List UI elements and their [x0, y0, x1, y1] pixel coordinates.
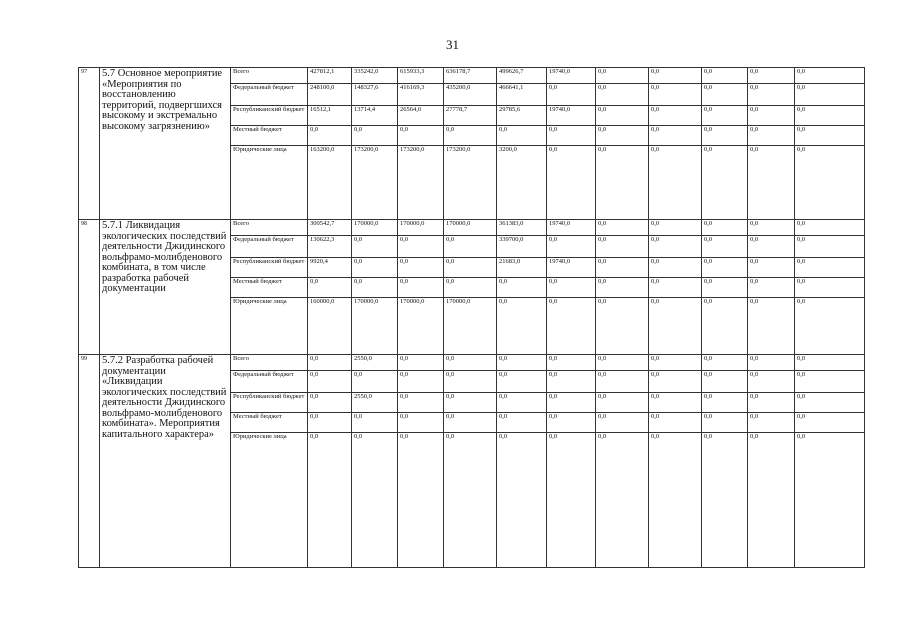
funding-value: 248100,0 [308, 84, 352, 106]
funding-value: 0,0 [596, 413, 649, 433]
funding-source: Всего [231, 68, 308, 84]
funding-value: 0,0 [649, 278, 702, 298]
funding-value: 0,0 [748, 236, 795, 258]
funding-value: 0,0 [702, 278, 748, 298]
funding-value: 0,0 [649, 106, 702, 126]
funding-value: 0,0 [308, 371, 352, 393]
funding-value: 0,0 [795, 68, 865, 84]
table-row [79, 220, 865, 236]
funding-value: 0,0 [596, 84, 649, 106]
table-row [79, 68, 865, 84]
funding-value: 335242,0 [352, 68, 398, 84]
funding-value: 0,0 [702, 355, 748, 371]
funding-value: 0,0 [497, 126, 547, 146]
funding-source: Юридические лица [231, 298, 308, 355]
funding-value: 0,0 [702, 68, 748, 84]
funding-value: 0,0 [748, 298, 795, 355]
funding-value: 0,0 [547, 371, 596, 393]
funding-value: 0,0 [748, 278, 795, 298]
funding-value: 0,0 [795, 126, 865, 146]
funding-value: 9920,4 [308, 258, 352, 278]
funding-value: 0,0 [649, 355, 702, 371]
funding-source: Всего [231, 355, 308, 371]
funding-value: 361383,0 [497, 220, 547, 236]
funding-value: 0,0 [596, 278, 649, 298]
funding-value: 0,0 [795, 393, 865, 413]
funding-source: Юридические лица [231, 433, 308, 568]
funding-value: 0,0 [795, 298, 865, 355]
funding-value: 170000,0 [352, 298, 398, 355]
funding-value: 0,0 [444, 258, 497, 278]
funding-value: 0,0 [795, 236, 865, 258]
funding-value: 435200,0 [444, 84, 497, 106]
row-number: 99 [79, 355, 100, 568]
funding-value: 499626,7 [497, 68, 547, 84]
funding-value: 0,0 [308, 393, 352, 413]
funding-value: 0,0 [444, 236, 497, 258]
funding-source: Местный бюджет [231, 278, 308, 298]
funding-value: 0,0 [795, 146, 865, 220]
funding-value: 0,0 [748, 220, 795, 236]
funding-value: 0,0 [352, 258, 398, 278]
funding-value: 0,0 [702, 146, 748, 220]
funding-value: 0,0 [444, 371, 497, 393]
funding-value: 0,0 [596, 106, 649, 126]
funding-value: 0,0 [497, 413, 547, 433]
funding-value: 0,0 [649, 413, 702, 433]
funding-value: 0,0 [398, 413, 444, 433]
funding-value: 0,0 [795, 413, 865, 433]
funding-value: 173200,0 [398, 146, 444, 220]
funding-value: 0,0 [547, 298, 596, 355]
funding-value: 0,0 [702, 298, 748, 355]
funding-value: 170000,0 [398, 220, 444, 236]
funding-value: 0,0 [497, 298, 547, 355]
funding-value: 160000,0 [308, 298, 352, 355]
funding-value: 0,0 [649, 126, 702, 146]
funding-value: 427812,1 [308, 68, 352, 84]
funding-value: 0,0 [649, 146, 702, 220]
funding-value: 173200,0 [352, 146, 398, 220]
funding-value: 16512,1 [308, 106, 352, 126]
funding-value: 27778,7 [444, 106, 497, 126]
funding-value: 0,0 [649, 371, 702, 393]
funding-value: 0,0 [795, 84, 865, 106]
funding-value: 19740,0 [547, 220, 596, 236]
funding-value: 0,0 [795, 355, 865, 371]
funding-value: 0,0 [649, 298, 702, 355]
funding-value: 26564,0 [398, 106, 444, 126]
funding-value: 0,0 [748, 146, 795, 220]
funding-value: 0,0 [398, 126, 444, 146]
funding-value: 19740,0 [547, 258, 596, 278]
row-number: 98 [79, 220, 100, 355]
funding-value: 0,0 [702, 413, 748, 433]
funding-value: 170000,0 [352, 220, 398, 236]
funding-value: 416169,3 [398, 84, 444, 106]
funding-value: 300542,7 [308, 220, 352, 236]
funding-value: 0,0 [702, 433, 748, 568]
funding-value: 0,0 [497, 278, 547, 298]
row-number: 97 [79, 68, 100, 220]
funding-value: 0,0 [596, 258, 649, 278]
funding-value: 148327,6 [352, 84, 398, 106]
funding-value: 0,0 [308, 433, 352, 568]
funding-value: 0,0 [398, 258, 444, 278]
funding-value: 0,0 [444, 433, 497, 568]
activity-name: 5.7.1 Ликвидация экологических последствий деятельности Джидинского вольфрамо-молибденового комбината, в том числе разработка рабочей документации [100, 220, 231, 355]
funding-source: Юридические лица [231, 146, 308, 220]
funding-value: 0,0 [748, 84, 795, 106]
funding-value: 0,0 [702, 236, 748, 258]
funding-value: 0,0 [352, 236, 398, 258]
funding-value: 170000,0 [444, 220, 497, 236]
funding-value: 0,0 [596, 355, 649, 371]
funding-value: 0,0 [308, 413, 352, 433]
funding-value: 466641,1 [497, 84, 547, 106]
funding-source: Республиканский бюджет [231, 258, 308, 278]
funding-value: 0,0 [795, 278, 865, 298]
funding-value: 0,0 [795, 433, 865, 568]
funding-value: 0,0 [702, 126, 748, 146]
funding-value: 0,0 [649, 393, 702, 413]
funding-value: 0,0 [352, 413, 398, 433]
funding-source: Федеральный бюджет [231, 236, 308, 258]
funding-value: 0,0 [308, 126, 352, 146]
budget-table [78, 67, 865, 568]
funding-value: 0,0 [795, 220, 865, 236]
funding-value: 0,0 [352, 126, 398, 146]
funding-value: 0,0 [497, 393, 547, 413]
funding-value: 0,0 [596, 393, 649, 413]
funding-source: Республиканский бюджет [231, 393, 308, 413]
funding-value: 0,0 [748, 413, 795, 433]
funding-value: 0,0 [547, 236, 596, 258]
funding-value: 0,0 [596, 146, 649, 220]
funding-value: 0,0 [748, 355, 795, 371]
funding-value: 0,0 [748, 433, 795, 568]
funding-source: Республиканский бюджет [231, 106, 308, 126]
table-body [79, 68, 865, 568]
activity-name: 5.7.2 Разработка рабочей документации «Ликвидации экологических последствий деятельности Джидинского вольфрамо-молибденового комбината». Мероприятия капитального характера» [100, 355, 231, 568]
funding-value: 0,0 [702, 258, 748, 278]
funding-value: 3200,0 [497, 146, 547, 220]
funding-value: 0,0 [352, 371, 398, 393]
funding-value: 0,0 [748, 371, 795, 393]
funding-value: 0,0 [649, 236, 702, 258]
funding-value: 0,0 [547, 126, 596, 146]
funding-value: 19740,0 [547, 106, 596, 126]
funding-value: 0,0 [352, 278, 398, 298]
funding-value: 0,0 [748, 126, 795, 146]
funding-value: 0,0 [497, 371, 547, 393]
funding-value: 0,0 [795, 258, 865, 278]
funding-value: 0,0 [795, 106, 865, 126]
funding-value: 0,0 [444, 126, 497, 146]
funding-value: 0,0 [702, 371, 748, 393]
funding-value: 0,0 [748, 258, 795, 278]
funding-value: 0,0 [596, 220, 649, 236]
funding-value: 0,0 [547, 355, 596, 371]
funding-value: 0,0 [398, 278, 444, 298]
funding-value: 0,0 [497, 355, 547, 371]
funding-value: 0,0 [596, 298, 649, 355]
funding-value: 0,0 [596, 126, 649, 146]
funding-value: 0,0 [596, 68, 649, 84]
funding-value: 0,0 [702, 84, 748, 106]
activity-name: 5.7 Основное мероприятие «Мероприятия по восстановлению территорий, подвергшихся высокому и экстремально высокому загрязнению» [100, 68, 231, 220]
funding-value: 0,0 [547, 393, 596, 413]
page-number: 31 [446, 37, 459, 52]
funding-source: Местный бюджет [231, 413, 308, 433]
funding-value: 0,0 [398, 371, 444, 393]
funding-value: 130622,3 [308, 236, 352, 258]
funding-value: 0,0 [649, 258, 702, 278]
funding-value: 19740,0 [547, 68, 596, 84]
funding-value: 29785,6 [497, 106, 547, 126]
funding-value: 0,0 [596, 236, 649, 258]
funding-value: 615933,3 [398, 68, 444, 84]
funding-source: Федеральный бюджет [231, 371, 308, 393]
funding-source: Местный бюджет [231, 126, 308, 146]
funding-value: 0,0 [398, 393, 444, 413]
funding-value: 0,0 [547, 433, 596, 568]
funding-value: 0,0 [547, 413, 596, 433]
funding-value: 163200,0 [308, 146, 352, 220]
funding-value: 0,0 [547, 278, 596, 298]
table-row [79, 355, 865, 371]
funding-value: 0,0 [547, 146, 596, 220]
funding-value: 0,0 [702, 220, 748, 236]
funding-value: 0,0 [649, 433, 702, 568]
funding-source: Всего [231, 220, 308, 236]
funding-value: 170000,0 [444, 298, 497, 355]
funding-value: 170000,0 [398, 298, 444, 355]
funding-value: 2550,0 [352, 393, 398, 413]
funding-value: 0,0 [702, 393, 748, 413]
funding-value: 0,0 [497, 433, 547, 568]
funding-value: 0,0 [649, 68, 702, 84]
funding-value: 339700,0 [497, 236, 547, 258]
funding-value: 0,0 [444, 393, 497, 413]
funding-value: 0,0 [352, 433, 398, 568]
funding-value: 13714,4 [352, 106, 398, 126]
funding-value: 0,0 [308, 355, 352, 371]
funding-value: 0,0 [596, 433, 649, 568]
funding-value: 0,0 [596, 371, 649, 393]
funding-value: 0,0 [748, 106, 795, 126]
funding-value: 0,0 [547, 84, 596, 106]
funding-value: 0,0 [398, 433, 444, 568]
funding-value: 21683,0 [497, 258, 547, 278]
funding-value: 636178,7 [444, 68, 497, 84]
funding-value: 0,0 [308, 278, 352, 298]
funding-value: 0,0 [649, 84, 702, 106]
funding-value: 0,0 [398, 355, 444, 371]
funding-value: 0,0 [444, 413, 497, 433]
funding-value: 2550,0 [352, 355, 398, 371]
funding-value: 0,0 [795, 371, 865, 393]
funding-source: Федеральный бюджет [231, 84, 308, 106]
funding-value: 173200,0 [444, 146, 497, 220]
funding-value: 0,0 [649, 220, 702, 236]
funding-value: 0,0 [444, 278, 497, 298]
funding-value: 0,0 [398, 236, 444, 258]
funding-value: 0,0 [748, 68, 795, 84]
funding-value: 0,0 [702, 106, 748, 126]
funding-value: 0,0 [748, 393, 795, 413]
funding-value: 0,0 [444, 355, 497, 371]
